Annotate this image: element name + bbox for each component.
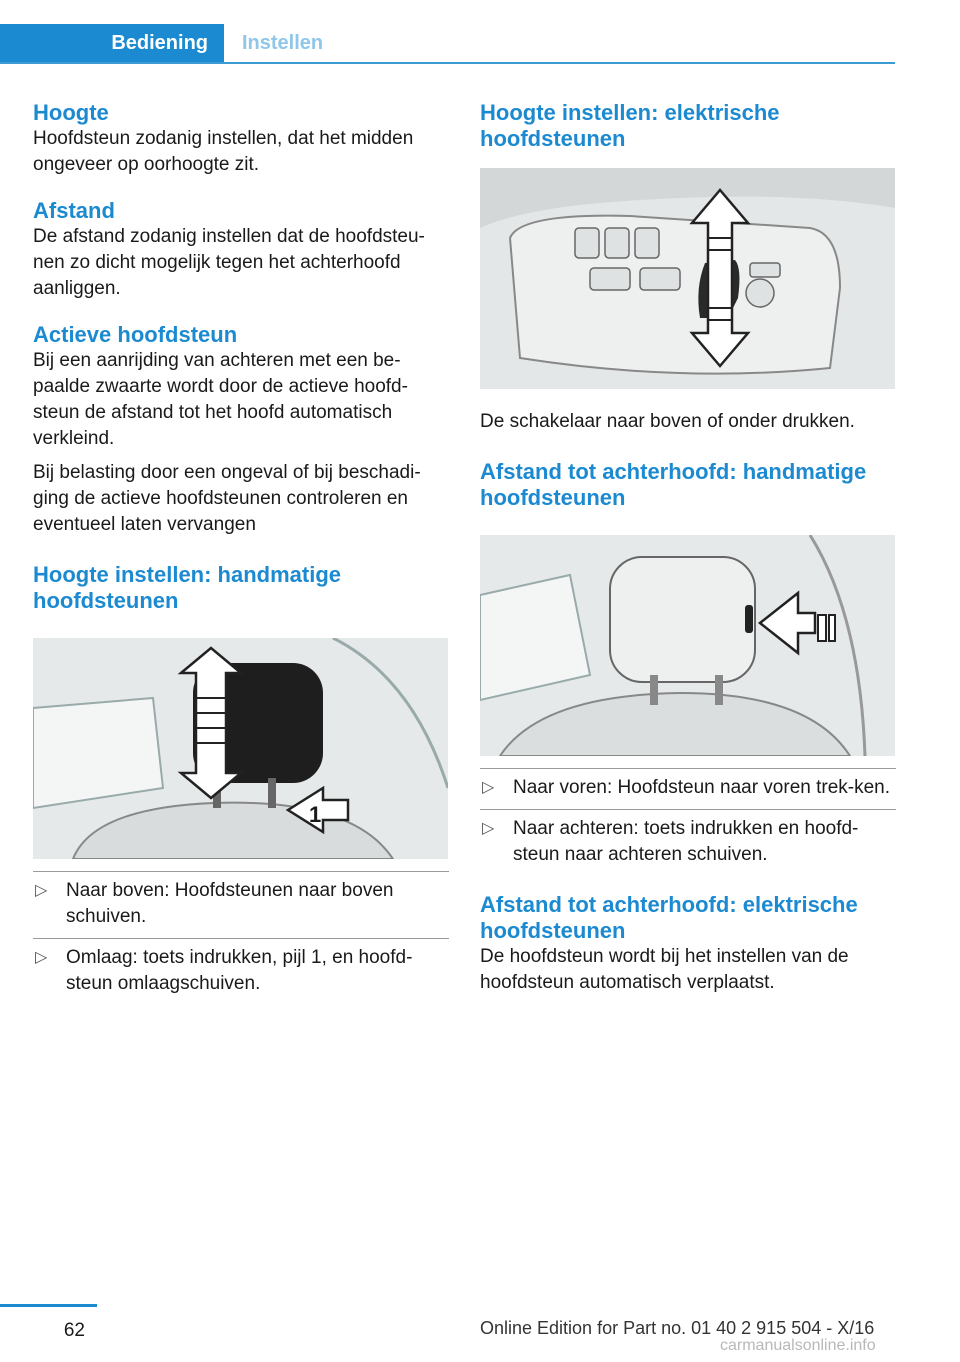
list-item: [33, 938, 449, 1005]
tab-instellen[interactable]: [224, 24, 323, 62]
right-column: [480, 100, 896, 996]
triangle-right-icon: ▷: [35, 949, 48, 966]
list-item: [33, 871, 449, 938]
list-item: [480, 809, 896, 876]
edition-text: Online Edition for Part no. 01 40 2 915 504 - X/16: [480, 1318, 875, 1338]
list-item-text: Naar boven: Hoofdsteunen naar boven schuiven.: [66, 880, 394, 927]
section-title-afstand: Afstand: [33, 198, 115, 223]
list-item: [480, 768, 896, 809]
section-title-hoogte: Hoogte: [33, 100, 109, 125]
section-title-actieve-hoofdsteun: Actieve hoofdsteun: [33, 322, 238, 347]
watermark: carmanualsonline.info: [720, 1337, 876, 1354]
paragraph-actieve-1: Bij een aanrijding van achteren met een be-paalde zwaarte wordt door de actieve hoofd-steun de afstand tot het hoofd automatisch verkleind.: [33, 350, 408, 449]
triangle-right-icon: ▷: [482, 779, 495, 796]
tab-bediening[interactable]: [0, 24, 224, 62]
paragraph-hoogte: Hoofdsteun zodanig instellen, dat het midden ongeveer op oorhoogte zit.: [33, 128, 414, 175]
header-tab-bar: [0, 0, 895, 64]
paragraph-actieve-2: Bij belasting door een ongeval of bij beschadi-ging de actieve hoofdsteunen controleren en eventueel laten vervangen: [33, 462, 421, 535]
paragraph-afstand: De afstand zodanig instellen dat de hoofdsteu-nen zo dicht mogelijk tegen het achterhoofd aanliggen.: [33, 226, 425, 299]
figure-callout-label: 1: [309, 802, 322, 827]
left-column: [33, 100, 449, 1005]
footer-accent-line: [0, 1304, 97, 1307]
figure-headrest-distance: [480, 535, 895, 756]
section-title-elektrisch: Hoogte instellen: elektrische hoofdsteunen: [480, 100, 780, 151]
figure-headrest-manual-height: [33, 638, 448, 859]
right-bullet-list: [480, 768, 896, 876]
section-title-handmatig: Hoogte instellen: handmatige hoofdsteunen: [33, 562, 342, 613]
paragraph-afstand-elektrisch: De hoofdsteun wordt bij het instellen van de hoofdsteun automatisch verplaatst.: [480, 946, 849, 993]
triangle-right-icon: ▷: [35, 882, 48, 899]
tab-bediening-label: Bediening: [111, 31, 208, 54]
list-item-text: Naar achteren: toets indrukken en hoofd-steun naar achteren schuiven.: [513, 818, 859, 865]
left-bullet-list: [33, 871, 449, 1005]
triangle-right-icon: ▷: [482, 820, 495, 837]
list-item-text: Naar voren: Hoofdsteun naar voren trek-ken.: [513, 777, 891, 798]
tab-instellen-label: Instellen: [242, 31, 324, 54]
page-number: 62: [63, 1320, 85, 1341]
caption-elektrisch: De schakelaar naar boven of onder drukken.: [480, 411, 855, 432]
figure-electric-switch: [480, 168, 895, 389]
list-item-text: Omlaag: toets indrukken, pijl 1, en hoofd-steun omlaagschuiven.: [66, 947, 413, 994]
section-title-afstand-handmatig: Afstand tot achterhoofd: handmatige hoofdsteunen: [480, 459, 867, 510]
section-title-afstand-elektrisch: Afstand tot achterhoofd: elektrische hoofdsteunen: [480, 892, 858, 943]
